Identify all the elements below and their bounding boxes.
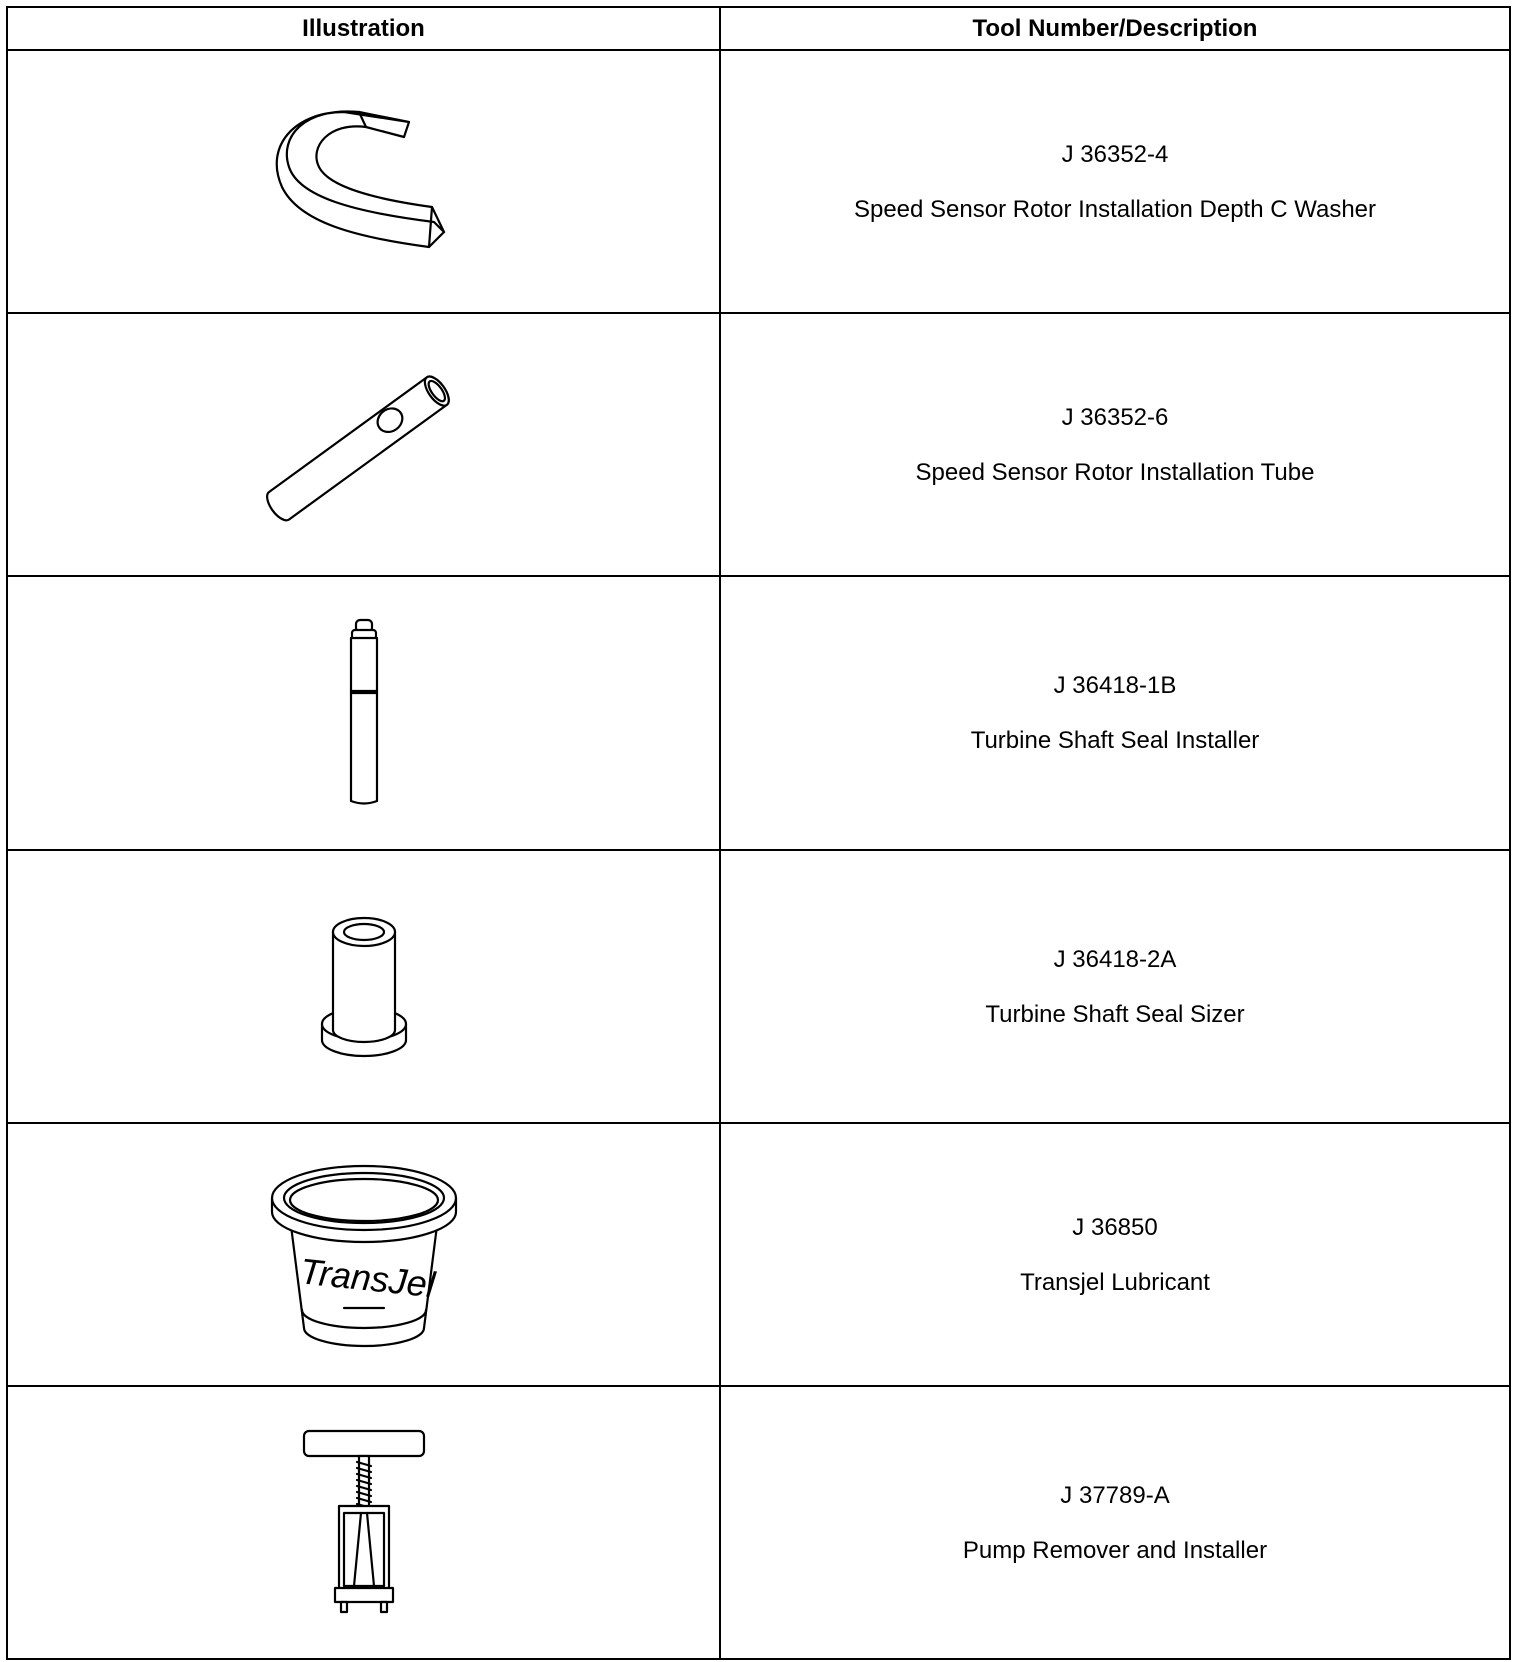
illustration-cell: [7, 50, 720, 313]
table-row: [7, 50, 1510, 313]
description-cell: [720, 1386, 1510, 1659]
table-row: [7, 1386, 1510, 1659]
tool-number: J 36352-6: [1061, 403, 1169, 431]
lubricant-jar-icon: [269, 1160, 459, 1350]
description-cell: [720, 50, 1510, 313]
installation-tube-icon: [249, 357, 479, 532]
table-row: [7, 850, 1510, 1123]
description-cell: [720, 313, 1510, 576]
illustration-cell: [7, 1123, 720, 1386]
tool-description: Turbine Shaft Seal Sizer: [985, 1000, 1245, 1028]
description-cell: [720, 850, 1510, 1123]
tool-description: Speed Sensor Rotor Installation Tube: [915, 458, 1315, 486]
jar-label: TransJel: [297, 1249, 437, 1305]
illustration-cell: [7, 313, 720, 576]
tool-number: J 36352-4: [1061, 140, 1169, 168]
tool-number: J 36850: [1072, 1213, 1158, 1241]
pump-remover-icon: [299, 1428, 429, 1618]
tool-description: Transjel Lubricant: [1020, 1268, 1210, 1296]
c-washer-icon: [264, 107, 464, 257]
description-header: Tool Number/Description: [720, 7, 1510, 50]
tool-number: J 36418-1B: [1053, 672, 1177, 699]
illustration-cell: [7, 576, 720, 850]
description-cell: [720, 1123, 1510, 1386]
description-cell: [720, 576, 1510, 850]
illustration-cell: [7, 1386, 720, 1659]
header-row: [7, 7, 1510, 50]
tool-description: Speed Sensor Rotor Installation Depth C Washer: [853, 195, 1377, 223]
illustration-header: Illustration: [7, 7, 720, 50]
tool-description: Turbine Shaft Seal Installer: [970, 727, 1260, 754]
seal-installer-icon: [344, 618, 384, 808]
table-row: [7, 576, 1510, 850]
special-tools-table: [6, 6, 1511, 1660]
seal-sizer-icon: [319, 912, 409, 1062]
tool-number: J 36418-2A: [1053, 945, 1177, 973]
table-row: [7, 1123, 1510, 1386]
tool-description: Pump Remover and Installer: [962, 1536, 1268, 1564]
table-row: [7, 313, 1510, 576]
tool-number: J 37789-A: [1060, 1481, 1170, 1509]
illustration-cell: [7, 850, 720, 1123]
